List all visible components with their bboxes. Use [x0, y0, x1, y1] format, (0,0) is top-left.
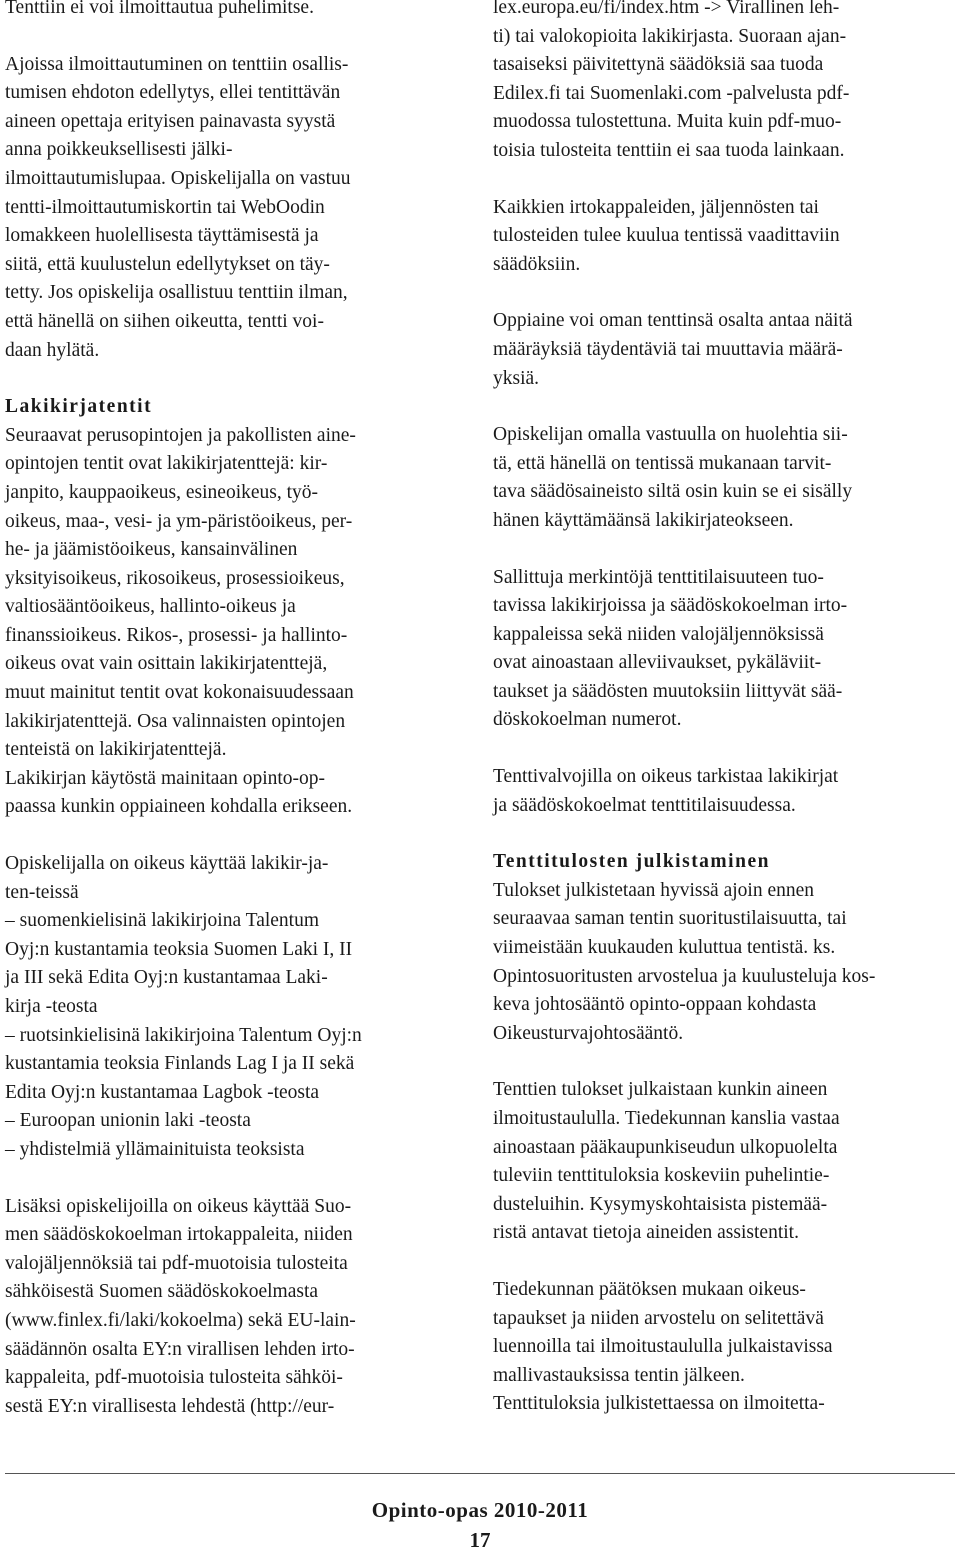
- paragraph-registration-by-phone: Tenttiin ei voi ilmoittautua puhelimitse.: [5, 0, 314, 18]
- paragraph-statute-collection: Lisäksi opiskelijoilla on oikeus käyttää Suo- men säädöskokoelman irtokappaleita, niiden valojäljennöksiä tai pdf-muotoisia tulosteita sähköisestä Suomen säädöskokoelmasta (www.finlex.fi/laki/kokoelma) sekä EU-lain- säädännön osalta EY:n virallisen lehden irto- kappaleita, pdf-muotoisia tulosteita sähköi- sestä EY:n virallisesta lehdestä (http://eur-: [5, 1195, 356, 1417]
- paragraph-timely-registration: Ajoissa ilmoittautuminen on tenttiin osallis- tumisen ehdoton edellytys, ellei tentittävän aineen opettaja erityisen painavasta syystä anna poikkeuksellisesti jälki- ilmoittautumislupaa. Opiskelijalla on vastuu tentti-ilmoittautumiskortin tai WebOodin lomakkeen huolellisesta täyttämisestä ja siitä, että kuulustelun edellytykset on täy- tetty. Jos opiskelija osallistuu tenttiin ilman, että hänellä on siihen oikeutta, tentti voi- daan hylätä.: [5, 53, 351, 361]
- footer-title: Opinto-opas 2010-2011: [371, 1498, 589, 1522]
- paragraph-results-timing: Tulokset julkistetaan hyvissä ajoin ennen seuraavaa saman tentin suoritustilaisuutta, tai viimeistään kuukauden kuluttua tentistä. ks. Opintosuoritusten arvostelua ja kuulusteluja kos- keva johtosääntö opinto-oppaan kohdasta Oikeusturvajohtosääntö.: [493, 879, 876, 1044]
- paragraph-allowed-markings: Sallittuja merkintöjä tenttitilaisuuteen tuo- tavissa lakikirjoissa ja säädöskokoelman irto- kappaleissa sekä niiden valojäljennöksissä ovat ainoastaan alleviivaukset, pykäläviit- taukset ja säädösten muutoksiin liittyvät sää- döskokoelman numerot.: [493, 566, 848, 731]
- page-number: 17: [469, 1528, 491, 1552]
- paragraph-invigilator-rights: Tenttivalvojilla on oikeus tarkistaa lakikirjat ja säädöskokoelmat tenttitilaisuudessa.: [493, 766, 839, 816]
- footer-divider: [5, 1473, 955, 1474]
- heading-lakikirjatentit: Lakikirjatentit: [5, 396, 153, 418]
- paragraph-law-book-exams: Seuraavat perusopintojen ja pakollisten aine- opintojen tentit ovat lakikirjatenttejä: kir- janpito, kauppaoikeus, esineoikeus, työ- oikeus, maa-, vesi- ja ym-päristöoikeus, per- he- ja jäämistöoikeus, kansainvälinen yksityisoikeus, rikosoikeus, prosessioikeus, valtiosääntöoikeus, hallinto-oikeus ja finanssioikeus. Rikos-, prosessi- ja hallinto- oikeus ovat vain osittain lakikirjatenttejä, muut mainitut tentit ovat kokonaisuudessaan lakikirjatenttejä. Osa valinnaisten opintojen tenteistä on lakikirjatenttejä. Lakikirjan käytöstä mainitaan opinto-op- paassa kunkin oppiaineen kohdalla erikseen.: [5, 424, 356, 818]
- paragraph-supplementary-rules: Oppiaine voi oman tenttinsä osalta antaa näitä määräyksiä täydentäviä tai muuttavia määrä- yksiä.: [493, 310, 853, 389]
- right-column: [493, 0, 943, 1419]
- paragraph-eurlex-printouts: lex.europa.eu/fi/index.htm -> Virallinen leh- ti) tai valokopioita lakikirjasta. Suoraan ajan- tasaiseksi päivitettynä säädöksiä saa tuoda Edilex.fi tai Suomenlaki.com -palvelusta pdf- muodossa tulostettuna. Muita kuin pdf-muo- toisia tulosteita tenttiin ei saa tuoda lainkaan.: [493, 0, 850, 161]
- heading-tenttitulosten-julkistaminen: Tenttitulosten julkistaminen: [493, 851, 770, 873]
- paragraph-results-notice-board: Tenttien tulokset julkaistaan kunkin aineen ilmoitustaululla. Tiedekunnan kanslia vastaa ainoastaan pääkaupunkiseudun ulkopuolelta tuleviin tenttituloksia koskeviin puhelintie- dusteluihin. Kysymyskohtaisista pistemää- ristä antavat tietoja aineiden assistentit.: [493, 1079, 840, 1244]
- left-column: [5, 0, 453, 1421]
- paragraph-required-statutes: Kaikkien irtokappaleiden, jäljennösten tai tulosteiden tulee kuulua tentissä vaadittaviin säädöksiin.: [493, 196, 840, 275]
- paragraph-allowed-law-books: Opiskelijalla on oikeus käyttää lakikir-ja- ten-teissä – suomenkielisinä lakikirjoina Talentum Oyj:n kustantamia teoksia Suomen Laki I, II ja III sekä Edita Oyj:n kustantamaa Laki- kirja -teosta – ruotsinkielisinä lakikirjoina Talentum Oyj:n kustantamia teoksia Finlands Lag I ja II sekä Edita Oyj:n kustantamaa Lagbok -teosta – Euroopan unionin laki -teosta – yhdistelmiä yllämainituista teoksista: [5, 853, 362, 1160]
- paragraph-student-responsibility: Opiskelijan omalla vastuulla on huolehtia sii- tä, että hänellä on tentissä mukanaan tarvit- tava säädösaineisto siltä osin kuin se ei sisälly hänen käyttämäänsä lakikirjateokseen.: [493, 424, 853, 531]
- paragraph-model-answers: Tiedekunnan päätöksen mukaan oikeus- tapaukset ja niiden arvostelu on selitettävä luennoilla tai ilmoitustaululla julkaistavissa mallivastauksissa tentin jälkeen. Tenttituloksia julkistettaessa on ilmoitetta-: [493, 1278, 833, 1415]
